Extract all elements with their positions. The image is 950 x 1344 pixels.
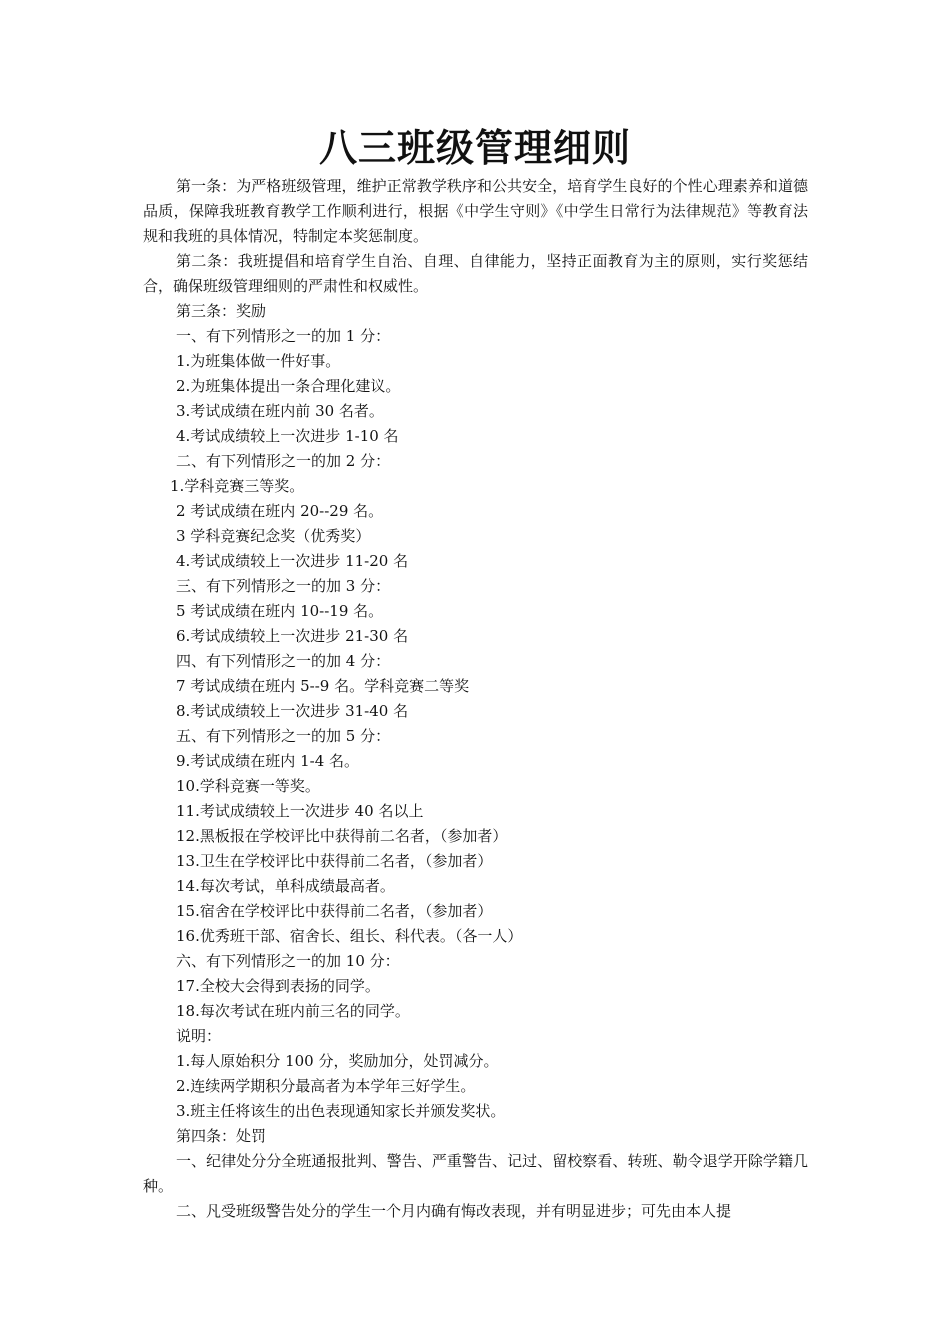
reward-line: 2 考试成绩在班内 20--29 名。 [176, 502, 384, 520]
reward-line: 4.考试成绩较上一次进步 11-20 名 [176, 552, 409, 570]
reward-line: 7 考试成绩在班内 5--9 名。学科竞赛二等奖 [176, 677, 470, 695]
reward-line: 五、有下列情形之一的加 5 分： [176, 727, 391, 745]
document-title: 八三班级管理细则 [318, 125, 631, 170]
reward-line: 12.黑板报在学校评比中获得前二名者，（参加者） [176, 827, 508, 845]
reward-line: 11.考试成绩较上一次进步 40 名以上 [176, 802, 424, 820]
document-body [143, 174, 808, 1224]
article-2: 第二条：我班提倡和培育学生自治、自理、自律能力，坚持正面教育为主的原则，实行奖惩结合，确保班级管理细则的严肃性和权威性。 [143, 252, 808, 295]
reward-line: 4.考试成绩较上一次进步 1-10 名 [176, 427, 399, 445]
reward-line: 6.考试成绩较上一次进步 21-30 名 [176, 627, 409, 645]
reward-line: 5 考试成绩在班内 10--19 名。 [176, 602, 384, 620]
reward-line: 2.为班集体提出一条合理化建议。 [176, 377, 401, 395]
reward-line: 9.考试成绩在班内 1-4 名。 [176, 752, 360, 770]
article-4-heading: 第四条：处罚 [176, 1127, 267, 1145]
reward-line: 1.学科竞赛三等奖。 [170, 477, 305, 495]
reward-line: 说明： [176, 1027, 222, 1045]
reward-line: 14.每次考试，单科成绩最高者。 [176, 877, 395, 895]
reward-line: 1.每人原始积分 100 分，奖励加分，处罚减分。 [176, 1052, 499, 1070]
reward-line: 3.考试成绩在班内前 30 名者。 [176, 402, 384, 420]
reward-line: 3 学科竞赛纪念奖（优秀奖） [176, 527, 371, 545]
reward-line: 8.考试成绩较上一次进步 31-40 名 [176, 702, 409, 720]
reward-line: 10.学科竞赛一等奖。 [176, 777, 320, 795]
reward-line: 一、有下列情形之一的加 1 分： [176, 327, 391, 345]
reward-line: 2.连续两学期积分最高者为本学年三好学生。 [176, 1077, 476, 1095]
reward-line: 17.全校大会得到表扬的同学。 [176, 977, 380, 995]
reward-line: 二、有下列情形之一的加 2 分： [176, 452, 391, 470]
reward-line: 18.每次考试在班内前三名的同学。 [176, 1002, 410, 1020]
article-3-heading: 第三条：奖励 [176, 302, 267, 320]
article-1: 第一条：为严格班级管理，维护正常教学秩序和公共安全，培育学生良好的个性心理素养和道德品质，保障我班教育教学工作顺利进行，根据《中学生守则》《中学生日常行为法律规范》等教育法规和我班的具体情况，特制定本奖惩制度。 [143, 177, 808, 245]
reward-line: 四、有下列情形之一的加 4 分： [176, 652, 391, 670]
reward-line: 13.卫生在学校评比中获得前二名者，（参加者） [176, 852, 493, 870]
penalty-paragraph: 一、纪律处分分全班通报批判、警告、严重警告、记过、留校察看、转班、勒令退学开除学籍几种。 [143, 1152, 808, 1195]
reward-line: 六、有下列情形之一的加 10 分： [176, 952, 400, 970]
reward-line: 15.宿舍在学校评比中获得前二名者，（参加者） [176, 902, 493, 920]
reward-line: 三、有下列情形之一的加 3 分： [176, 577, 391, 595]
reward-line: 16.优秀班干部、宿舍长、组长、科代表。（各一人） [176, 927, 523, 945]
reward-line: 1.为班集体做一件好事。 [176, 352, 341, 370]
reward-line: 3.班主任将该生的出色表现通知家长并颁发奖状。 [176, 1102, 506, 1120]
penalty-paragraph: 二、凡受班级警告处分的学生一个月内确有悔改表现，并有明显进步；可先由本人提 [176, 1202, 732, 1220]
